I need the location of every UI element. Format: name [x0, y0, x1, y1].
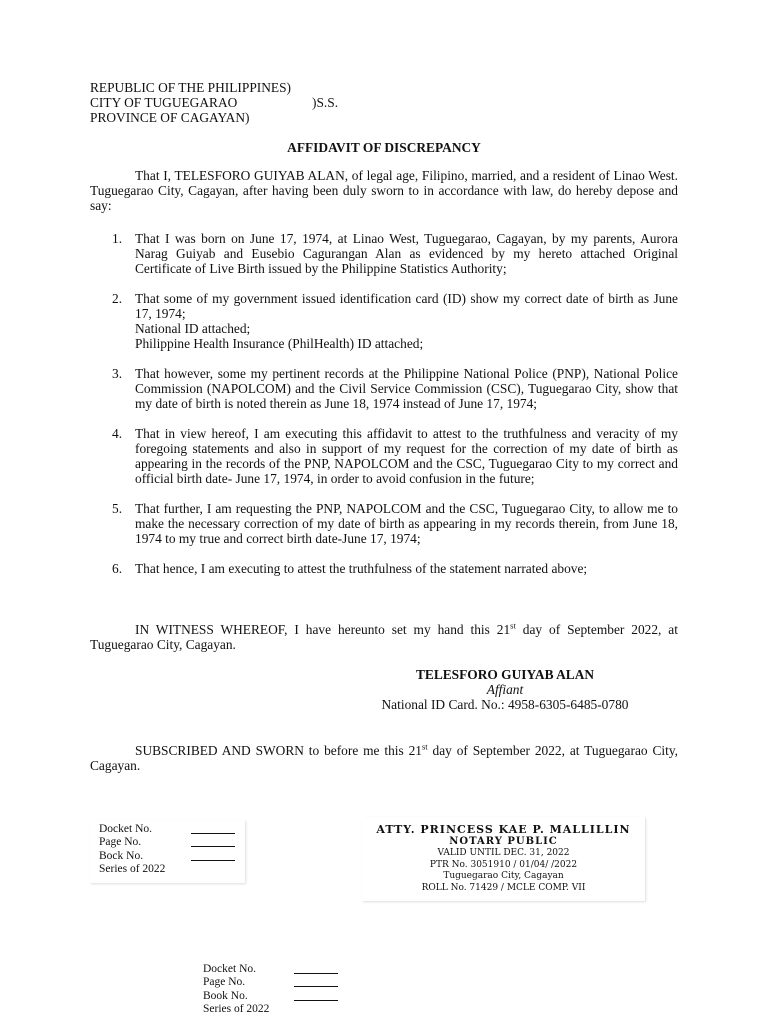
subscribed-text-end: day of September 2022, at Tuguegarao City, Cagayan. — [90, 743, 678, 773]
intro-block — [90, 168, 678, 213]
book-row — [90, 850, 245, 863]
notary-roll: ROLL No. 71429 / MCLE COMP. VII — [421, 882, 586, 893]
caption-block — [90, 80, 390, 125]
statement-attachment-philhealth: Philippine Health Insurance (PhilHealth) ID attached; — [135, 336, 424, 351]
witness-ordinal-suffix: st — [510, 620, 516, 631]
statement-number: 6. — [112, 561, 123, 576]
docket-row — [90, 823, 245, 836]
caption-city-text: CITY OF TUGUEGARAO — [90, 95, 238, 110]
subscribed-paragraph — [90, 743, 678, 773]
docket-blank — [191, 833, 235, 834]
caption-city — [90, 95, 390, 110]
page-label: Page No. — [203, 976, 246, 989]
book-label: Book No. — [203, 989, 248, 1002]
affiant-id-number: National ID Card. No.: 4958-6305-6485-0780 — [381, 697, 629, 712]
notary-stamp — [362, 817, 645, 901]
caption-ss: )S.S. — [312, 95, 339, 110]
statement-number: 1. — [112, 231, 123, 246]
statement-text: That some of my government issued identification card (ID) show my correct date of birth as June 17, 1974; — [135, 291, 678, 321]
statement-number: 3. — [112, 366, 123, 381]
docket-box-lower — [203, 963, 353, 1017]
statement-item — [90, 231, 678, 276]
statements-list — [90, 231, 678, 576]
book-blank — [294, 1000, 338, 1001]
subscribed-text-start: SUBSCRIBED AND SWORN to before me this 21 — [135, 743, 422, 758]
book-label: Bock No. — [99, 849, 144, 862]
docket-row — [203, 963, 353, 976]
docket-label: Docket No. — [99, 823, 153, 835]
statement-text: That further, I am requesting the PNP, NAPOLCOM and the CSC, Tuguegarao City, to allow me to make the necessary correction of my date of birth as appearing in my records therein, from June 18, 1974 to my true and correct birth date-June 17, 1974; — [135, 501, 678, 546]
book-blank — [191, 860, 235, 861]
caption-republic: REPUBLIC OF THE PHILIPPINES) — [90, 80, 292, 95]
page-blank — [294, 986, 338, 987]
notary-place: Tuguegarao City, Cagayan — [443, 871, 564, 881]
book-row — [203, 990, 353, 1003]
notary-title: NOTARY PUBLIC — [449, 836, 558, 847]
affiant-signature-block — [345, 667, 665, 712]
notary-validity: VALID UNTIL DEC. 31, 2022 — [437, 848, 570, 858]
page-row — [90, 836, 245, 849]
page-label: Page No. — [99, 836, 142, 849]
document-title: AFFIDAVIT OF DISCREPANCY — [287, 140, 481, 155]
series-row — [203, 1003, 353, 1016]
subscribed-ordinal-suffix: st — [421, 741, 428, 752]
statement-item — [90, 366, 678, 411]
docket-label: Docket No. — [203, 963, 257, 975]
witness-text-end: day of September 2022, at Tuguegarao City, Cagayan. — [90, 622, 678, 652]
page-row — [203, 976, 353, 989]
series-label: Series of 2022 — [203, 1003, 270, 1016]
witness-paragraph — [90, 622, 678, 652]
statement-number: 5. — [112, 501, 123, 516]
subscribed-block — [90, 743, 678, 773]
statement-item — [90, 291, 678, 351]
statement-text: That however, some my pertinent records at the Philippine National Police (PNP), National Police Commission (NAPOLCOM) and the Civil Service Commission (CSC), Tuguegarao City, show that my date of birth is noted therein as June 18, 1974 instead of June 17, 1974; — [135, 366, 678, 411]
statement-item — [90, 426, 678, 486]
series-row — [90, 863, 245, 876]
statement-text: That I was born on June 17, 1974, at Linao West, Tuguegarao, Cagayan, by my parents, Aurora Narag Guiyab and Eusebio Cagurangan Alan as evidenced by my hereto attached Original Certificate of Live Birth issued by the Philippine Statistics Authority; — [135, 231, 678, 276]
docket-blank — [294, 973, 338, 974]
statement-attachment-national-id: National ID attached; — [135, 321, 251, 336]
series-label: Series of 2022 — [99, 863, 166, 876]
witness-text-start: IN WITNESS WHEREOF, I have hereunto set my hand this 21 — [135, 622, 511, 637]
statement-number: 4. — [112, 426, 123, 441]
statement-text: That in view hereof, I am executing this affidavit to attest to the truthfulness and veracity of my foregoing statements and also in support of my request for the correction of my date of birth as appearing in the records of the PNP, NAPOLCOM and the CSC, Tuguegarao City to my correct and official birth date- June 17, 1974, in order to avoid confusion in the future; — [135, 426, 678, 486]
caption-province: PROVINCE OF CAGAYAN) — [90, 110, 250, 125]
statement-item — [90, 561, 678, 576]
affiant-role: Affiant — [486, 682, 524, 697]
docket-box-upper — [90, 820, 245, 883]
witness-block — [90, 622, 678, 652]
statement-text: That hence, I am executing to attest the truthfulness of the statement narrated above; — [135, 561, 588, 576]
affiant-name: TELESFORO GUIYAB ALAN — [415, 667, 595, 682]
statement-item — [90, 501, 678, 546]
statement-number: 2. — [112, 291, 123, 306]
notary-name: ATTY. PRINCESS KAE P. MALLILLIN — [376, 823, 631, 836]
notary-ptr: PTR No. 3051910 / 01/04/ /2022 — [429, 859, 578, 870]
page-blank — [191, 846, 235, 847]
intro-paragraph: That I, TELESFORO GUIYAB ALAN, of legal age, Filipino, married, and a resident of Linao West. Tuguegarao City, Cagayan, after having been duly sworn to in accordance with law, do hereby depose and say: — [90, 168, 678, 213]
